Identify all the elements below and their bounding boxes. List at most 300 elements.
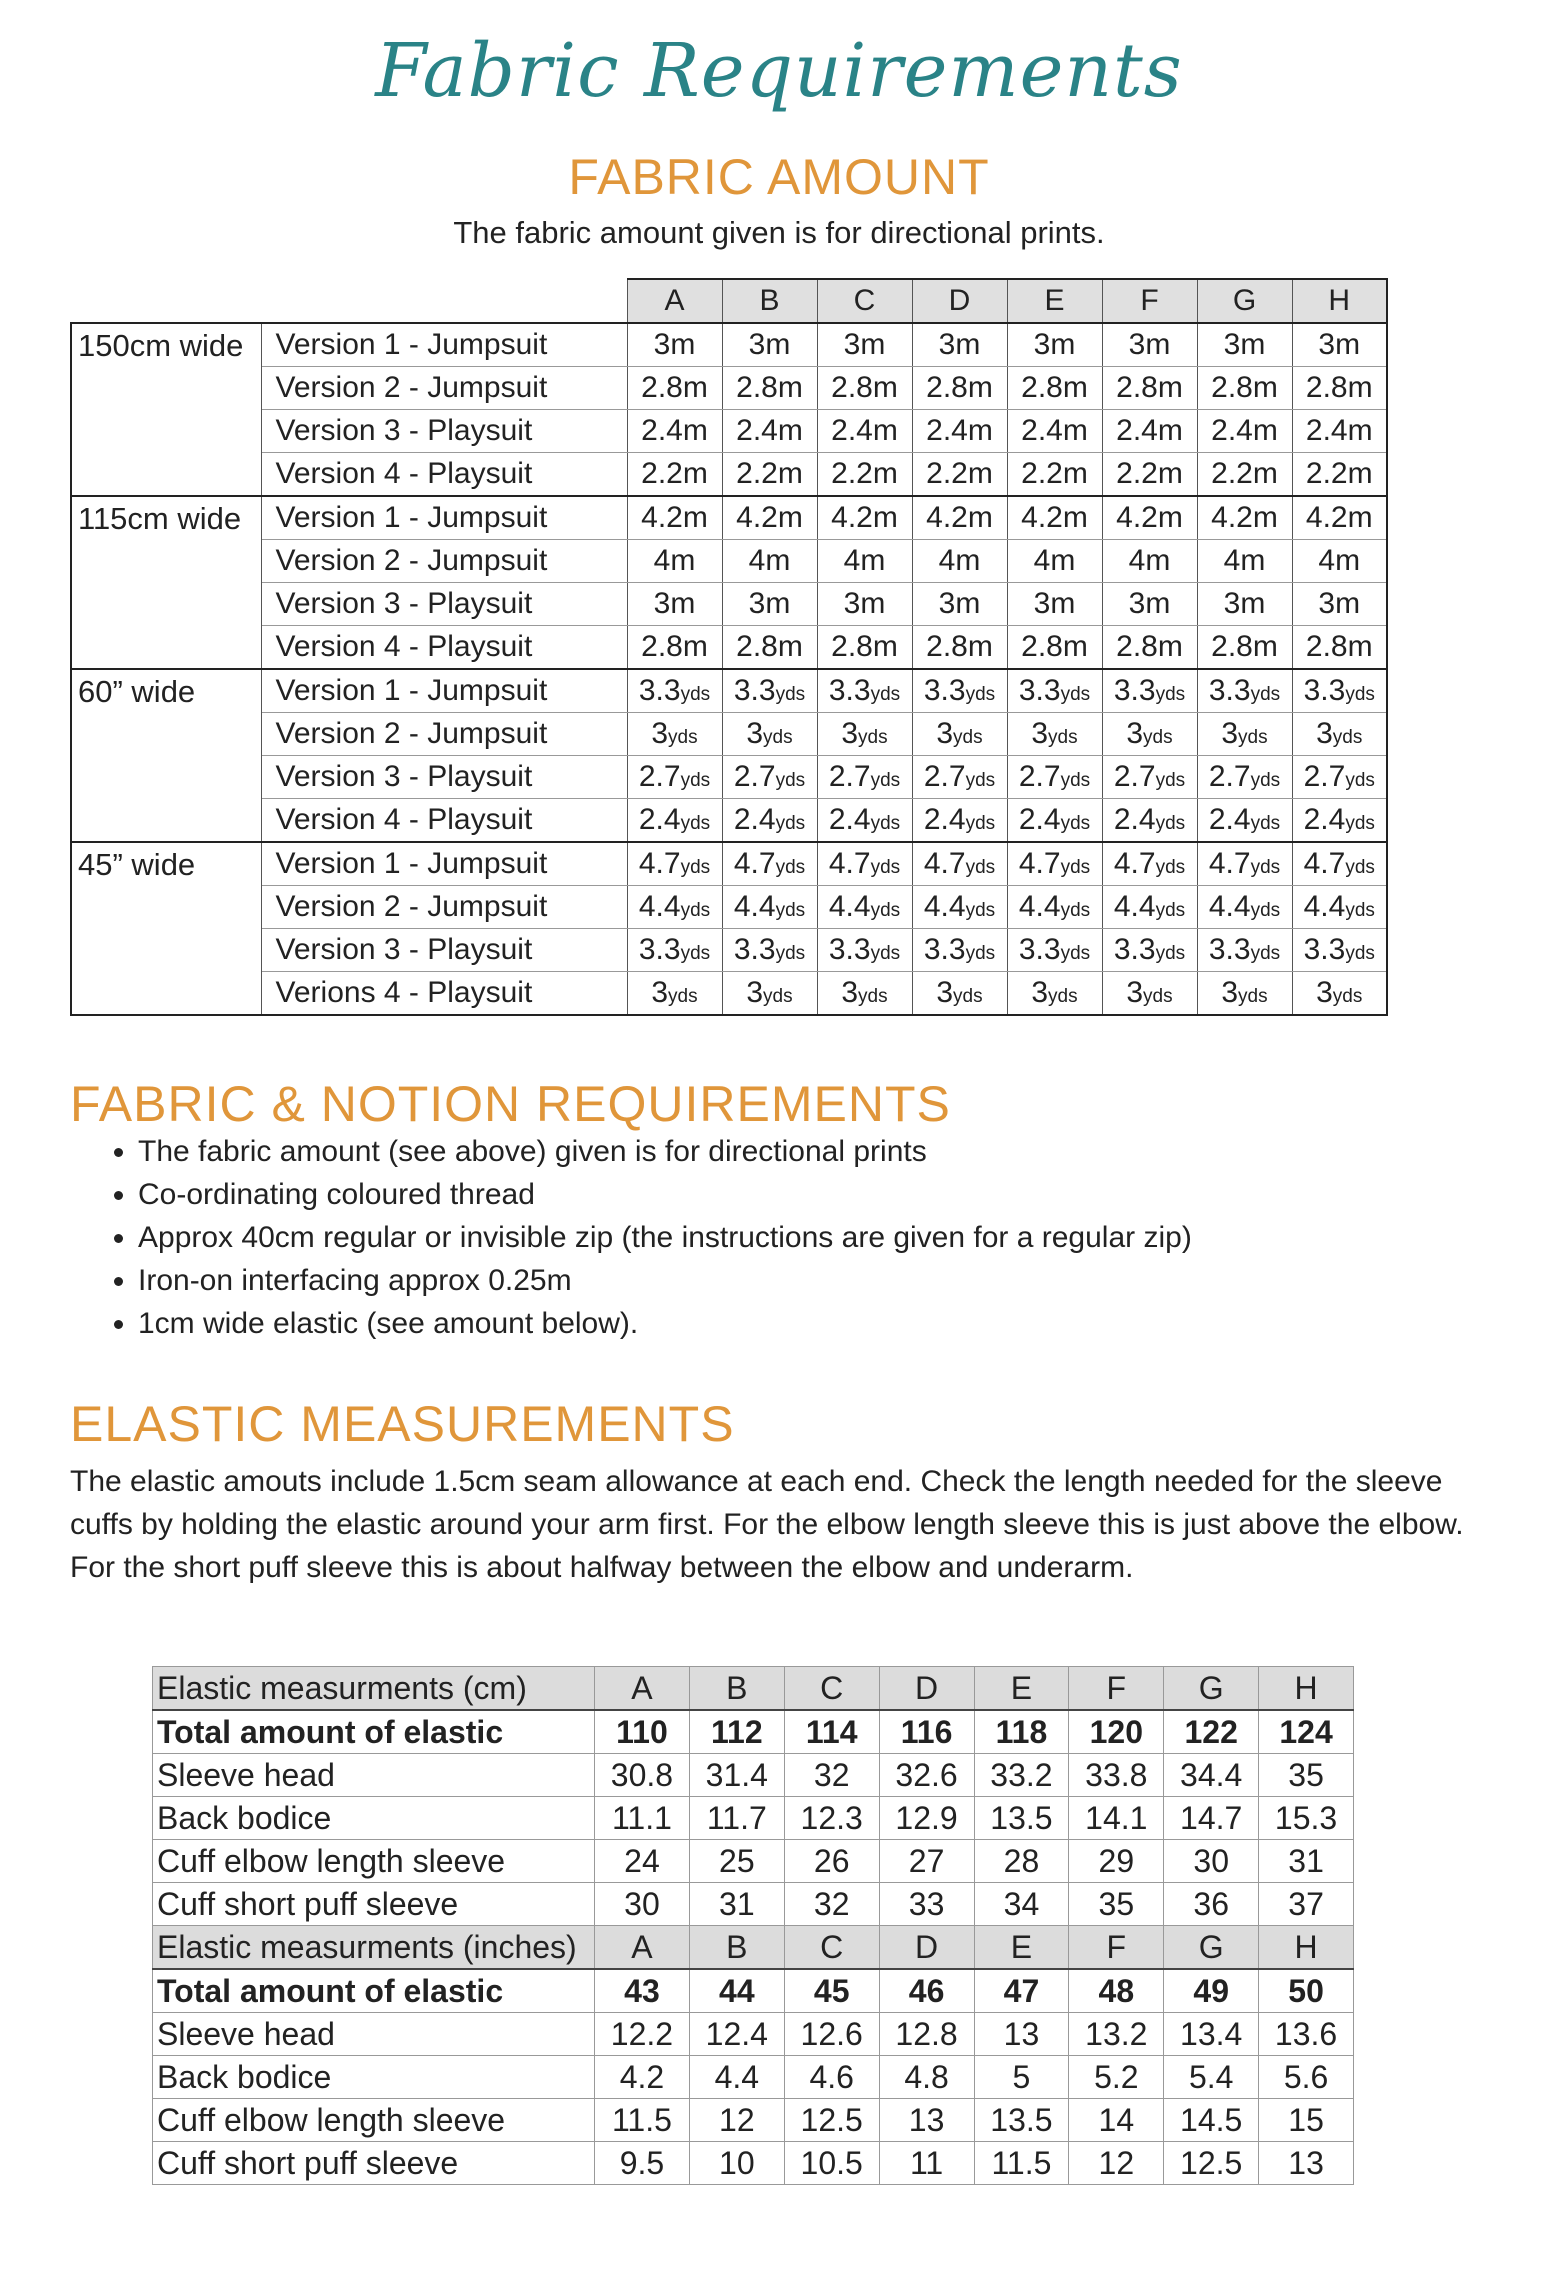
elastic-row bbox=[153, 2099, 1354, 2142]
elastic-row bbox=[153, 2142, 1354, 2185]
fabric-amount-cell: 2.7yds bbox=[1292, 756, 1387, 799]
fabric-amount-cell: 2.4m bbox=[1007, 410, 1102, 453]
elastic-value-cell: 35 bbox=[1259, 1754, 1354, 1797]
elastic-value-cell: 13.6 bbox=[1259, 2013, 1354, 2056]
version-label: Version 2 - Jumpsuit bbox=[261, 886, 627, 929]
elastic-column-header-g: G bbox=[1164, 1667, 1259, 1711]
elastic-column-header-a: A bbox=[595, 1926, 690, 1970]
fabric-amount-cell: 2.8m bbox=[817, 367, 912, 410]
column-header-d: D bbox=[912, 279, 1007, 323]
elastic-row-label: Total amount of elastic bbox=[153, 1969, 595, 2013]
fabric-row bbox=[71, 626, 1387, 670]
fabric-amount-cell: 4.4yds bbox=[722, 886, 817, 929]
fabric-amount-cell: 3.3yds bbox=[1102, 929, 1197, 972]
fabric-amount-cell: 3yds bbox=[1292, 972, 1387, 1016]
fabric-amount-cell: 2.8m bbox=[627, 626, 722, 670]
fabric-amount-cell: 4m bbox=[912, 540, 1007, 583]
fabric-amount-cell: 3m bbox=[1102, 583, 1197, 626]
elastic-value-cell: 11.7 bbox=[689, 1797, 784, 1840]
fabric-amount-cell: 3m bbox=[627, 583, 722, 626]
notions-list bbox=[108, 1130, 1192, 1345]
elastic-value-cell: 31 bbox=[689, 1883, 784, 1926]
elastic-value-cell: 12.8 bbox=[879, 2013, 974, 2056]
elastic-value-cell: 13 bbox=[879, 2099, 974, 2142]
elastic-row-label: Cuff short puff sleeve bbox=[153, 1883, 595, 1926]
fabric-row bbox=[71, 799, 1387, 843]
elastic-value-cell: 4.4 bbox=[689, 2056, 784, 2099]
fabric-amount-cell: 2.2m bbox=[817, 453, 912, 497]
fabric-amount-cell: 2.4m bbox=[912, 410, 1007, 453]
fabric-amount-cell: 2.7yds bbox=[722, 756, 817, 799]
elastic-value-cell: 35 bbox=[1069, 1883, 1164, 1926]
fabric-amount-cell: 2.8m bbox=[1007, 626, 1102, 670]
fabric-row bbox=[71, 540, 1387, 583]
fabric-amount-cell: 3yds bbox=[817, 972, 912, 1016]
fabric-row bbox=[71, 410, 1387, 453]
fabric-amount-cell: 3m bbox=[1007, 583, 1102, 626]
elastic-value-cell: 33 bbox=[879, 1883, 974, 1926]
elastic-value-cell: 11.1 bbox=[595, 1797, 690, 1840]
fabric-amount-cell: 4.7yds bbox=[912, 842, 1007, 886]
elastic-value-cell: 5 bbox=[974, 2056, 1069, 2099]
elastic-value-cell: 15.3 bbox=[1259, 1797, 1354, 1840]
fabric-amount-cell: 2.8m bbox=[1197, 626, 1292, 670]
version-label: Version 1 - Jumpsuit bbox=[261, 842, 627, 886]
elastic-value-cell: 11.5 bbox=[974, 2142, 1069, 2185]
fabric-amount-cell: 4.7yds bbox=[722, 842, 817, 886]
version-label: Version 3 - Playsuit bbox=[261, 583, 627, 626]
elastic-column-header-h: H bbox=[1259, 1667, 1354, 1711]
fabric-amount-cell: 3yds bbox=[912, 713, 1007, 756]
elastic-value-cell: 34 bbox=[974, 1883, 1069, 1926]
elastic-value-cell: 12.4 bbox=[689, 2013, 784, 2056]
version-label: Version 4 - Playsuit bbox=[261, 799, 627, 843]
elastic-value-cell: 12.6 bbox=[784, 2013, 879, 2056]
elastic-value-cell: 24 bbox=[595, 1840, 690, 1883]
fabric-amount-cell: 2.8m bbox=[1102, 626, 1197, 670]
fabric-amount-heading: FABRIC AMOUNT bbox=[568, 149, 990, 205]
elastic-value-cell: 32 bbox=[784, 1754, 879, 1797]
elastic-section-header-row bbox=[153, 1667, 1354, 1711]
column-header-f: F bbox=[1102, 279, 1197, 323]
fabric-amount-cell: 3.3yds bbox=[1197, 929, 1292, 972]
fabric-amount-cell: 3yds bbox=[912, 972, 1007, 1016]
fabric-row bbox=[71, 886, 1387, 929]
fabric-amount-cell: 2.4yds bbox=[1197, 799, 1292, 843]
elastic-value-cell: 47 bbox=[974, 1969, 1069, 2013]
column-header-h: H bbox=[1292, 279, 1387, 323]
elastic-value-cell: 27 bbox=[879, 1840, 974, 1883]
header-blank-cell bbox=[261, 279, 627, 323]
fabric-amount-cell: 2.8m bbox=[627, 367, 722, 410]
elastic-value-cell: 4.2 bbox=[595, 2056, 690, 2099]
fabric-amount-cell: 2.8m bbox=[1292, 367, 1387, 410]
fabric-amount-cell: 2.4m bbox=[627, 410, 722, 453]
elastic-value-cell: 32.6 bbox=[879, 1754, 974, 1797]
fabric-amount-cell: 2.2m bbox=[1292, 453, 1387, 497]
version-label: Version 1 - Jumpsuit bbox=[261, 323, 627, 367]
elastic-value-cell: 11.5 bbox=[595, 2099, 690, 2142]
elastic-value-cell: 118 bbox=[974, 1710, 1069, 1754]
elastic-heading: ELASTIC MEASUREMENTS bbox=[70, 1396, 735, 1452]
fabric-amount-cell: 4.4yds bbox=[1292, 886, 1387, 929]
elastic-value-cell: 34.4 bbox=[1164, 1754, 1259, 1797]
version-label: Version 3 - Playsuit bbox=[261, 410, 627, 453]
fabric-amount-cell: 2.4m bbox=[1102, 410, 1197, 453]
fabric-amount-cell: 4.2m bbox=[817, 496, 912, 540]
fabric-amount-cell: 2.8m bbox=[722, 626, 817, 670]
fabric-amount-cell: 2.7yds bbox=[1007, 756, 1102, 799]
fabric-amount-cell: 3m bbox=[912, 583, 1007, 626]
fabric-amount-cell: 2.4m bbox=[1292, 410, 1387, 453]
elastic-value-cell: 112 bbox=[689, 1710, 784, 1754]
fabric-amount-cell: 4.4yds bbox=[1102, 886, 1197, 929]
elastic-row bbox=[153, 2013, 1354, 2056]
fabric-amount-cell: 2.4yds bbox=[722, 799, 817, 843]
elastic-value-cell: 29 bbox=[1069, 1840, 1164, 1883]
elastic-column-header-f: F bbox=[1069, 1667, 1164, 1711]
fabric-amount-cell: 2.4yds bbox=[627, 799, 722, 843]
fabric-amount-cell: 4.2m bbox=[1197, 496, 1292, 540]
version-label: Version 4 - Playsuit bbox=[261, 453, 627, 497]
fabric-amount-cell: 2.4yds bbox=[817, 799, 912, 843]
fabric-amount-cell: 3yds bbox=[817, 713, 912, 756]
elastic-row bbox=[153, 1969, 1354, 2013]
elastic-value-cell: 13.4 bbox=[1164, 2013, 1259, 2056]
fabric-amount-cell: 4.2m bbox=[1102, 496, 1197, 540]
elastic-value-cell: 49 bbox=[1164, 1969, 1259, 2013]
fabric-amount-cell: 4.2m bbox=[722, 496, 817, 540]
elastic-column-header-b: B bbox=[689, 1667, 784, 1711]
fabric-row bbox=[71, 453, 1387, 497]
fabric-amount-cell: 2.7yds bbox=[817, 756, 912, 799]
elastic-value-cell: 12.5 bbox=[1164, 2142, 1259, 2185]
elastic-value-cell: 36 bbox=[1164, 1883, 1259, 1926]
elastic-section-header: Elastic measurments (inches) bbox=[153, 1926, 595, 1970]
fabric-amount-cell: 2.2m bbox=[1007, 453, 1102, 497]
fabric-header-row bbox=[71, 279, 1387, 323]
elastic-column-header-b: B bbox=[689, 1926, 784, 1970]
page-title: Fabric Requirements bbox=[375, 28, 1183, 114]
elastic-row-label: Cuff short puff sleeve bbox=[153, 2142, 595, 2185]
fabric-amount-cell: 4.7yds bbox=[1102, 842, 1197, 886]
fabric-amount-cell: 4.4yds bbox=[817, 886, 912, 929]
fabric-amount-cell: 3.3yds bbox=[1197, 669, 1292, 713]
fabric-amount-cell: 3.3yds bbox=[1102, 669, 1197, 713]
elastic-value-cell: 4.8 bbox=[879, 2056, 974, 2099]
notion-item: • Iron-on interfacing approx 0.25m bbox=[138, 1259, 1192, 1302]
elastic-value-cell: 33.8 bbox=[1069, 1754, 1164, 1797]
fabric-amount-cell: 2.4yds bbox=[1007, 799, 1102, 843]
fabric-amount-cell: 3yds bbox=[627, 713, 722, 756]
fabric-amount-cell: 3m bbox=[1007, 323, 1102, 367]
fabric-amount-cell: 3yds bbox=[1007, 713, 1102, 756]
elastic-value-cell: 13.5 bbox=[974, 1797, 1069, 1840]
elastic-value-cell: 14.5 bbox=[1164, 2099, 1259, 2142]
elastic-section-header-row bbox=[153, 1926, 1354, 1970]
elastic-row bbox=[153, 1883, 1354, 1926]
elastic-value-cell: 30.8 bbox=[595, 1754, 690, 1797]
elastic-value-cell: 12 bbox=[689, 2099, 784, 2142]
fabric-amount-cell: 3.3yds bbox=[627, 669, 722, 713]
fabric-amount-cell: 3yds bbox=[1102, 972, 1197, 1016]
fabric-amount-cell: 3yds bbox=[1292, 713, 1387, 756]
elastic-value-cell: 14.7 bbox=[1164, 1797, 1259, 1840]
fabric-amount-cell: 3yds bbox=[627, 972, 722, 1016]
elastic-value-cell: 122 bbox=[1164, 1710, 1259, 1754]
elastic-value-cell: 124 bbox=[1259, 1710, 1354, 1754]
fabric-amount-cell: 2.8m bbox=[912, 367, 1007, 410]
fabric-amount-cell: 4m bbox=[627, 540, 722, 583]
fabric-amount-cell: 4.4yds bbox=[912, 886, 1007, 929]
version-label: Verions 4 - Playsuit bbox=[261, 972, 627, 1016]
fabric-amount-cell: 3yds bbox=[1007, 972, 1102, 1016]
fabric-row bbox=[71, 583, 1387, 626]
elastic-value-cell: 110 bbox=[595, 1710, 690, 1754]
elastic-value-cell: 30 bbox=[595, 1883, 690, 1926]
fabric-amount-cell: 2.8m bbox=[722, 367, 817, 410]
elastic-column-header-f: F bbox=[1069, 1926, 1164, 1970]
fabric-amount-table bbox=[70, 278, 1388, 1016]
elastic-value-cell: 13.2 bbox=[1069, 2013, 1164, 2056]
fabric-amount-cell: 2.7yds bbox=[1197, 756, 1292, 799]
fabric-amount-cell: 3yds bbox=[1197, 972, 1292, 1016]
fabric-row bbox=[71, 367, 1387, 410]
fabric-row bbox=[71, 496, 1387, 540]
elastic-value-cell: 10 bbox=[689, 2142, 784, 2185]
fabric-amount-cell: 2.8m bbox=[1102, 367, 1197, 410]
elastic-value-cell: 13 bbox=[1259, 2142, 1354, 2185]
fabric-amount-cell: 2.7yds bbox=[1102, 756, 1197, 799]
elastic-value-cell: 12.9 bbox=[879, 1797, 974, 1840]
fabric-amount-cell: 2.4m bbox=[817, 410, 912, 453]
fabric-amount-cell: 3.3yds bbox=[817, 929, 912, 972]
elastic-value-cell: 114 bbox=[784, 1710, 879, 1754]
elastic-value-cell: 11 bbox=[879, 2142, 974, 2185]
elastic-value-cell: 12.2 bbox=[595, 2013, 690, 2056]
elastic-column-header-e: E bbox=[974, 1926, 1069, 1970]
notion-item: • Co-ordinating coloured thread bbox=[138, 1173, 1192, 1216]
fabric-row bbox=[71, 713, 1387, 756]
fabric-width-label: 115cm wide bbox=[71, 496, 261, 669]
fabric-row bbox=[71, 972, 1387, 1016]
elastic-column-header-c: C bbox=[784, 1667, 879, 1711]
fabric-amount-cell: 3.3yds bbox=[722, 929, 817, 972]
elastic-value-cell: 33.2 bbox=[974, 1754, 1069, 1797]
fabric-row bbox=[71, 756, 1387, 799]
elastic-value-cell: 32 bbox=[784, 1883, 879, 1926]
elastic-measurements-table bbox=[152, 1666, 1354, 2185]
fabric-amount-cell: 4.7yds bbox=[1292, 842, 1387, 886]
elastic-row bbox=[153, 1710, 1354, 1754]
elastic-column-header-d: D bbox=[879, 1667, 974, 1711]
fabric-amount-cell: 2.8m bbox=[817, 626, 912, 670]
fabric-amount-cell: 3yds bbox=[1102, 713, 1197, 756]
fabric-amount-cell: 4m bbox=[722, 540, 817, 583]
fabric-amount-cell: 2.2m bbox=[1197, 453, 1292, 497]
fabric-amount-cell: 3.3yds bbox=[1007, 929, 1102, 972]
fabric-amount-cell: 4m bbox=[1292, 540, 1387, 583]
fabric-amount-cell: 2.2m bbox=[627, 453, 722, 497]
fabric-row bbox=[71, 323, 1387, 367]
fabric-amount-cell: 3.3yds bbox=[912, 929, 1007, 972]
elastic-value-cell: 12.5 bbox=[784, 2099, 879, 2142]
fabric-amount-cell: 2.4m bbox=[1197, 410, 1292, 453]
elastic-value-cell: 25 bbox=[689, 1840, 784, 1883]
fabric-amount-cell: 3m bbox=[1102, 323, 1197, 367]
fabric-amount-cell: 3m bbox=[722, 323, 817, 367]
fabric-amount-cell: 4.2m bbox=[627, 496, 722, 540]
version-label: Version 2 - Jumpsuit bbox=[261, 713, 627, 756]
elastic-value-cell: 46 bbox=[879, 1969, 974, 2013]
elastic-row bbox=[153, 1754, 1354, 1797]
fabric-amount-cell: 2.2m bbox=[1102, 453, 1197, 497]
fabric-amount-cell: 4m bbox=[1007, 540, 1102, 583]
version-label: Version 1 - Jumpsuit bbox=[261, 669, 627, 713]
elastic-value-cell: 5.6 bbox=[1259, 2056, 1354, 2099]
elastic-column-header-e: E bbox=[974, 1667, 1069, 1711]
fabric-amount-cell: 2.4m bbox=[722, 410, 817, 453]
fabric-amount-cell: 4.2m bbox=[912, 496, 1007, 540]
fabric-width-label: 150cm wide bbox=[71, 323, 261, 496]
elastic-row-label: Back bodice bbox=[153, 2056, 595, 2099]
fabric-amount-cell: 3.3yds bbox=[627, 929, 722, 972]
column-header-b: B bbox=[722, 279, 817, 323]
elastic-column-header-d: D bbox=[879, 1926, 974, 1970]
fabric-width-label: 60” wide bbox=[71, 669, 261, 842]
fabric-amount-cell: 2.8m bbox=[1197, 367, 1292, 410]
fabric-amount-cell: 4.7yds bbox=[627, 842, 722, 886]
fabric-amount-cell: 3m bbox=[912, 323, 1007, 367]
fabric-amount-cell: 3m bbox=[817, 583, 912, 626]
elastic-value-cell: 5.2 bbox=[1069, 2056, 1164, 2099]
fabric-amount-cell: 2.4yds bbox=[912, 799, 1007, 843]
elastic-value-cell: 50 bbox=[1259, 1969, 1354, 2013]
elastic-column-header-g: G bbox=[1164, 1926, 1259, 1970]
fabric-amount-cell: 3.3yds bbox=[722, 669, 817, 713]
elastic-value-cell: 31.4 bbox=[689, 1754, 784, 1797]
elastic-value-cell: 9.5 bbox=[595, 2142, 690, 2185]
elastic-value-cell: 43 bbox=[595, 1969, 690, 2013]
elastic-value-cell: 15 bbox=[1259, 2099, 1354, 2142]
fabric-amount-cell: 3.3yds bbox=[1007, 669, 1102, 713]
elastic-row bbox=[153, 1797, 1354, 1840]
elastic-row bbox=[153, 2056, 1354, 2099]
elastic-value-cell: 12.3 bbox=[784, 1797, 879, 1840]
fabric-amount-cell: 2.8m bbox=[1292, 626, 1387, 670]
fabric-amount-cell: 2.2m bbox=[722, 453, 817, 497]
elastic-value-cell: 45 bbox=[784, 1969, 879, 2013]
notion-item: • The fabric amount (see above) given is for directional prints bbox=[138, 1130, 1192, 1173]
fabric-amount-cell: 4.4yds bbox=[1007, 886, 1102, 929]
fabric-amount-cell: 3yds bbox=[722, 972, 817, 1016]
elastic-column-header-c: C bbox=[784, 1926, 879, 1970]
fabric-amount-cell: 2.7yds bbox=[912, 756, 1007, 799]
fabric-amount-cell: 3yds bbox=[722, 713, 817, 756]
fabric-amount-cell: 3.3yds bbox=[912, 669, 1007, 713]
fabric-amount-cell: 4.7yds bbox=[1007, 842, 1102, 886]
elastic-value-cell: 14.1 bbox=[1069, 1797, 1164, 1840]
fabric-amount-cell: 2.2m bbox=[912, 453, 1007, 497]
header-blank-cell bbox=[71, 279, 261, 323]
elastic-value-cell: 14 bbox=[1069, 2099, 1164, 2142]
fabric-amount-cell: 3m bbox=[1197, 323, 1292, 367]
version-label: Version 3 - Playsuit bbox=[261, 929, 627, 972]
elastic-row-label: Sleeve head bbox=[153, 2013, 595, 2056]
elastic-value-cell: 37 bbox=[1259, 1883, 1354, 1926]
elastic-row-label: Back bodice bbox=[153, 1797, 595, 1840]
column-header-a: A bbox=[627, 279, 722, 323]
elastic-value-cell: 10.5 bbox=[784, 2142, 879, 2185]
elastic-row-label: Total amount of elastic bbox=[153, 1710, 595, 1754]
version-label: Version 1 - Jumpsuit bbox=[261, 496, 627, 540]
fabric-width-label: 45” wide bbox=[71, 842, 261, 1015]
elastic-value-cell: 120 bbox=[1069, 1710, 1164, 1754]
elastic-value-cell: 13 bbox=[974, 2013, 1069, 2056]
elastic-column-header-h: H bbox=[1259, 1926, 1354, 1970]
fabric-amount-cell: 2.8m bbox=[912, 626, 1007, 670]
fabric-row bbox=[71, 669, 1387, 713]
fabric-amount-cell: 3yds bbox=[1197, 713, 1292, 756]
elastic-row-label: Cuff elbow length sleeve bbox=[153, 2099, 595, 2142]
fabric-amount-cell: 4m bbox=[1197, 540, 1292, 583]
elastic-value-cell: 30 bbox=[1164, 1840, 1259, 1883]
version-label: Version 2 - Jumpsuit bbox=[261, 367, 627, 410]
notion-item: • Approx 40cm regular or invisible zip (the instructions are given for a regular zip) bbox=[138, 1216, 1192, 1259]
notion-item: • 1cm wide elastic (see amount below). bbox=[138, 1302, 1192, 1345]
fabric-row bbox=[71, 842, 1387, 886]
fabric-amount-cell: 4.4yds bbox=[1197, 886, 1292, 929]
fabric-amount-cell: 4.7yds bbox=[1197, 842, 1292, 886]
version-label: Version 4 - Playsuit bbox=[261, 626, 627, 670]
elastic-row bbox=[153, 1840, 1354, 1883]
fabric-amount-cell: 3.3yds bbox=[1292, 929, 1387, 972]
elastic-value-cell: 5.4 bbox=[1164, 2056, 1259, 2099]
elastic-value-cell: 12 bbox=[1069, 2142, 1164, 2185]
elastic-value-cell: 4.6 bbox=[784, 2056, 879, 2099]
fabric-amount-cell: 4.2m bbox=[1007, 496, 1102, 540]
elastic-value-cell: 28 bbox=[974, 1840, 1069, 1883]
notions-heading: FABRIC & NOTION REQUIREMENTS bbox=[70, 1076, 951, 1132]
column-header-c: C bbox=[817, 279, 912, 323]
elastic-value-cell: 26 bbox=[784, 1840, 879, 1883]
fabric-amount-cell: 3m bbox=[627, 323, 722, 367]
fabric-amount-cell: 3.3yds bbox=[817, 669, 912, 713]
fabric-amount-cell: 3m bbox=[817, 323, 912, 367]
fabric-amount-cell: 3m bbox=[1197, 583, 1292, 626]
fabric-amount-cell: 3m bbox=[1292, 583, 1387, 626]
elastic-section-header: Elastic measurments (cm) bbox=[153, 1667, 595, 1711]
elastic-value-cell: 13.5 bbox=[974, 2099, 1069, 2142]
fabric-amount-cell: 2.4yds bbox=[1292, 799, 1387, 843]
fabric-row bbox=[71, 929, 1387, 972]
elastic-row-label: Sleeve head bbox=[153, 1754, 595, 1797]
version-label: Version 3 - Playsuit bbox=[261, 756, 627, 799]
elastic-value-cell: 31 bbox=[1259, 1840, 1354, 1883]
elastic-value-cell: 44 bbox=[689, 1969, 784, 2013]
fabric-amount-cell: 2.7yds bbox=[627, 756, 722, 799]
elastic-row-label: Cuff elbow length sleeve bbox=[153, 1840, 595, 1883]
fabric-amount-subtitle: The fabric amount given is for directional prints. bbox=[453, 215, 1105, 250]
column-header-g: G bbox=[1197, 279, 1292, 323]
fabric-amount-cell: 4m bbox=[1102, 540, 1197, 583]
fabric-amount-cell: 2.8m bbox=[1007, 367, 1102, 410]
fabric-amount-cell: 4.2m bbox=[1292, 496, 1387, 540]
column-header-e: E bbox=[1007, 279, 1102, 323]
fabric-amount-cell: 4m bbox=[817, 540, 912, 583]
fabric-amount-cell: 4.7yds bbox=[817, 842, 912, 886]
fabric-amount-cell: 2.4yds bbox=[1102, 799, 1197, 843]
